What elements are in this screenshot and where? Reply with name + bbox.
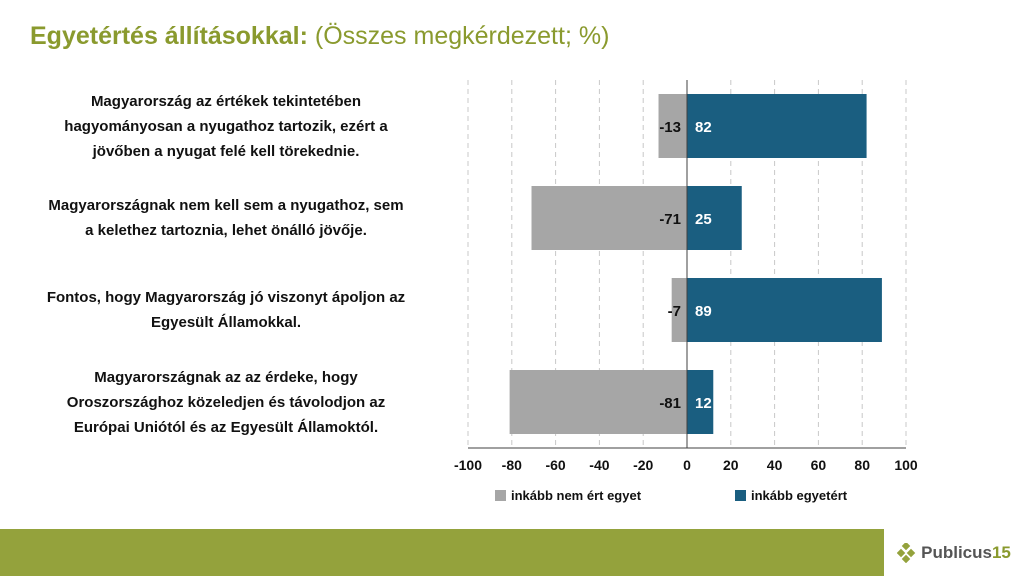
legend-item-agree — [735, 488, 847, 503]
x-tick-label: 40 — [766, 457, 783, 473]
x-tick-label: 100 — [894, 457, 918, 473]
category-label-line: Magyarországnak az az érdeke, hogy — [94, 368, 358, 386]
category-label-line: Magyarországnak nem kell sem a nyugathoz, sem — [48, 197, 404, 214]
data-label-disagree: -13 — [659, 119, 681, 136]
data-label-disagree: -81 — [659, 395, 681, 412]
category-label-line: hagyományosan a nyugathoz tartozik, ezért a — [64, 117, 388, 135]
title-subtitle: (Összes megkérdezett; %) — [307, 22, 610, 50]
x-tick-label: -60 — [545, 457, 566, 473]
publicus-logo — [884, 529, 1024, 576]
category-label-line: Fontos, hogy Magyarország jó viszonyt ápoljon az — [46, 289, 406, 306]
title-bold: Egyetértés állításokkal: — [30, 22, 308, 50]
footer-bar — [0, 529, 1024, 576]
data-label-agree: 82 — [695, 119, 712, 136]
x-tick-label: -20 — [633, 457, 654, 473]
x-tick-label: 60 — [810, 457, 827, 473]
data-label-agree: 25 — [695, 211, 712, 228]
category-label-line: Egyesült Államokkal. — [150, 314, 302, 331]
logo-name: Publicus — [921, 542, 992, 562]
data-label-agree: 12 — [695, 395, 712, 412]
x-tick-label: 0 — [683, 457, 691, 473]
category-label-line: Magyarország az értékek tekintetében — [90, 92, 362, 110]
bar-agree — [687, 94, 867, 158]
logo-diamond-icon — [897, 543, 917, 563]
legend-label-disagree: inkább nem ért egyet — [511, 488, 642, 503]
x-tick-label: 20 — [723, 457, 739, 473]
category-label-line: Oroszországhoz közeledjen és távolodjon az — [66, 393, 386, 411]
category-label-line: a kelethez tartoznia, lehet önálló jövője. — [85, 222, 367, 239]
x-tick-label: -40 — [589, 457, 610, 473]
data-label-agree: 89 — [695, 303, 712, 320]
legend-item-disagree — [495, 488, 641, 503]
legend-label-agree: inkább egyetért — [751, 488, 848, 503]
legend-swatch-agree — [735, 490, 746, 501]
bar-agree — [687, 278, 882, 342]
data-label-disagree: -7 — [667, 303, 681, 320]
x-tick-label: 80 — [854, 457, 870, 473]
legend-swatch-disagree — [495, 490, 506, 501]
category-label-line: Európai Uniótól és az Egyesült Államoktól. — [73, 418, 379, 436]
logo-number: 15 — [991, 542, 1011, 562]
x-tick-label: -100 — [453, 457, 483, 473]
x-tick-label: -80 — [501, 457, 522, 473]
category-label-line: jövőben a nyugat felé kell törekednie. — [92, 142, 360, 160]
data-label-disagree: -71 — [659, 211, 681, 228]
